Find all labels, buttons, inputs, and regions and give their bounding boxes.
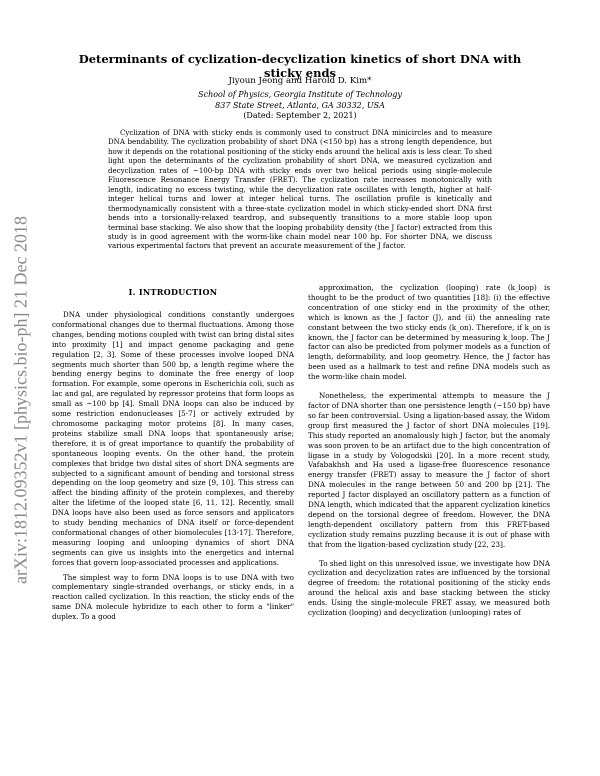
paper-title: Determinants of cyclization-decyclization kinetics of short DNA with sticky ends (78, 52, 522, 80)
right-column (308, 283, 550, 618)
paragraph: DNA under physiological conditions constantly undergoes conformational changes due to thermal fluctuations. Among those changes, bending motions coupled with twist can bring distal sites into proximity [1] and impact genome packaging and gene regulation [2, 3]. Some of these processes involve looped DNA segments much shorter than 500 bp, a length regime where the bending energy begins to dominate the free energy of loop formation. For example, some operons in Escherichia coli, such as lac and gal, are regulated by repressor proteins that form loops as small as ~100 bp [4]. Small DNA loops can also be induced by some restriction endonucleases [5-7] or actively extruded by chromosome packaging motor proteins [8]. In many cases, proteins stabilize small DNA loops that spontaneously arise; therefore, it is of great importance to quantify the probability of spontaneous looping events. On the other hand, the protein complexes that bridge two distal sites of short DNA segments are subjected to a significant amount of bending and torsional stress depending on the loop geometry and size [9, 10]. This stress can affect the binding affinity of the protein complexes, and thereby alter the lifetime of the looped state [6, 11, 12]. Recently, small DNA loops have also been used as force sensors and applicators to study bending mechanics of DNA itself or force-dependent conformational changes of other biomolecules [13-17]. Therefore, measuring looping and unlooping dynamics of short DNA segments can give us insights into the energetics and internal forces that govern loop-associated processes and applications. (52, 310, 294, 567)
affiliation-institution: School of Physics, Georgia Institute of Technology (198, 90, 402, 99)
left-column (52, 310, 294, 622)
paragraph: The simplest way to form DNA loops is to use DNA with two complementary single-stranded overhangs, or sticky ends, in a reaction called cyclization. In this reaction, the sticky ends of the same DNA molecule hybridize to each other to form a "linker" duplex. To a good (52, 572, 294, 622)
author-list: Jiyoun Jeong and Harold D. Kim* (228, 76, 372, 86)
arxiv-identifier: arXiv:1812.09352v1 [physics.bio-ph] 21 Dec 2018 (10, 216, 31, 584)
date-line: (Dated: September 2, 2021) (243, 111, 357, 120)
paragraph: To shed light on this unresolved issue, we investigate how DNA cyclization and decyclization rates are influenced by the torsional degree of freedom: the rotational positioning of the sticky ends around the helical axis and base stacking between the sticky ends. Using the single-molecule FRET assay, we measured both cyclization (looping) and decyclization (unlooping) rates of (308, 558, 550, 618)
paragraph: approximation, the cyclization (looping) rate (k_loop) is thought to be the product of two quantities [18]: (i) the effective concentration of one sticky end in the proximity of the other, which is known as the J factor (J), and (ii) the annealing rate constant between the two sticky ends (k_on). Therefore, if k_on is known, the J factor can be determined by measuring k_loop. The J factor can also be predicted from polymer models as a function of length, deformability, and loop geometry. Hence, the J factor has been used as a hallmark to test and refine DNA models such as the worm-like chain model. (308, 283, 550, 382)
affiliation-address: 837 State Street, Atlanta, GA 30332, USA (215, 101, 385, 110)
affiliation (60, 89, 540, 111)
section-heading-introduction: I. INTRODUCTION (128, 287, 218, 297)
paragraph: Nonetheless, the experimental attempts to measure the J factor of DNA shorter than one persistence length (~150 bp) have so far been controversial. Using a ligation-based assay, the Widom group first measured the J factor of short DNA molecules [19]. This study reported an anomalously high J factor, but the anomaly was soon proven to be an artifact due to the high concentration of ligase in a study by Vologodskii [20]. In a more recent study, Vafabakhsh and Ha used a ligase-free fluorescence resonance energy transfer (FRET) assay to measure the J factor of short DNA molecules in the range between 50 and 200 bp [21]. The reported J factor displayed an oscillatory pattern as a function of DNA length, which indicated that the apparent cyclization kinetics depend on the torsional degree of freedom. However, the DNA length-dependent oscillatory pattern from this FRET-based cyclization study remains puzzling because it is out of phase with that from the ligation-based cyclization study [22, 23]. (308, 391, 550, 549)
abstract: Cyclization of DNA with sticky ends is commonly used to construct DNA minicircles and to measure DNA bendability. The cyclization probability of short DNA (<150 bp) has a strong length dependence, but how it depends on the rotational positioning of the sticky ends around the helical axis is less clear. To shed light upon the determinants of the cyclization probability of short DNA, we measured cyclization and decyclization rates of ~100-bp DNA with sticky ends over two helical periods using single-molecule Fluorescence Resonance Energy Transfer (FRET). The cyclization rate increases monotonically with length, indicating no excess twisting, while the decyclization rate oscillates with length, higher at half-integer helical turns and lower at integer helical turns. The oscillation profile is kinetically and thermodynamically consistent with a three-state cyclization model in which sticky-ended short DNA first bends into a torsionally-relaxed teardrop, and subsequently transitions to a more stable loop upon terminal base stacking. We also show that the looping probability density (the J factor) extracted from this study is in good agreement with the worm-like chain model near 100 bp. For shorter DNA, we discuss various experimental factors that prevent an accurate measurement of the J factor. (108, 128, 492, 251)
arxiv-sidebar-stamp (8, 200, 34, 600)
